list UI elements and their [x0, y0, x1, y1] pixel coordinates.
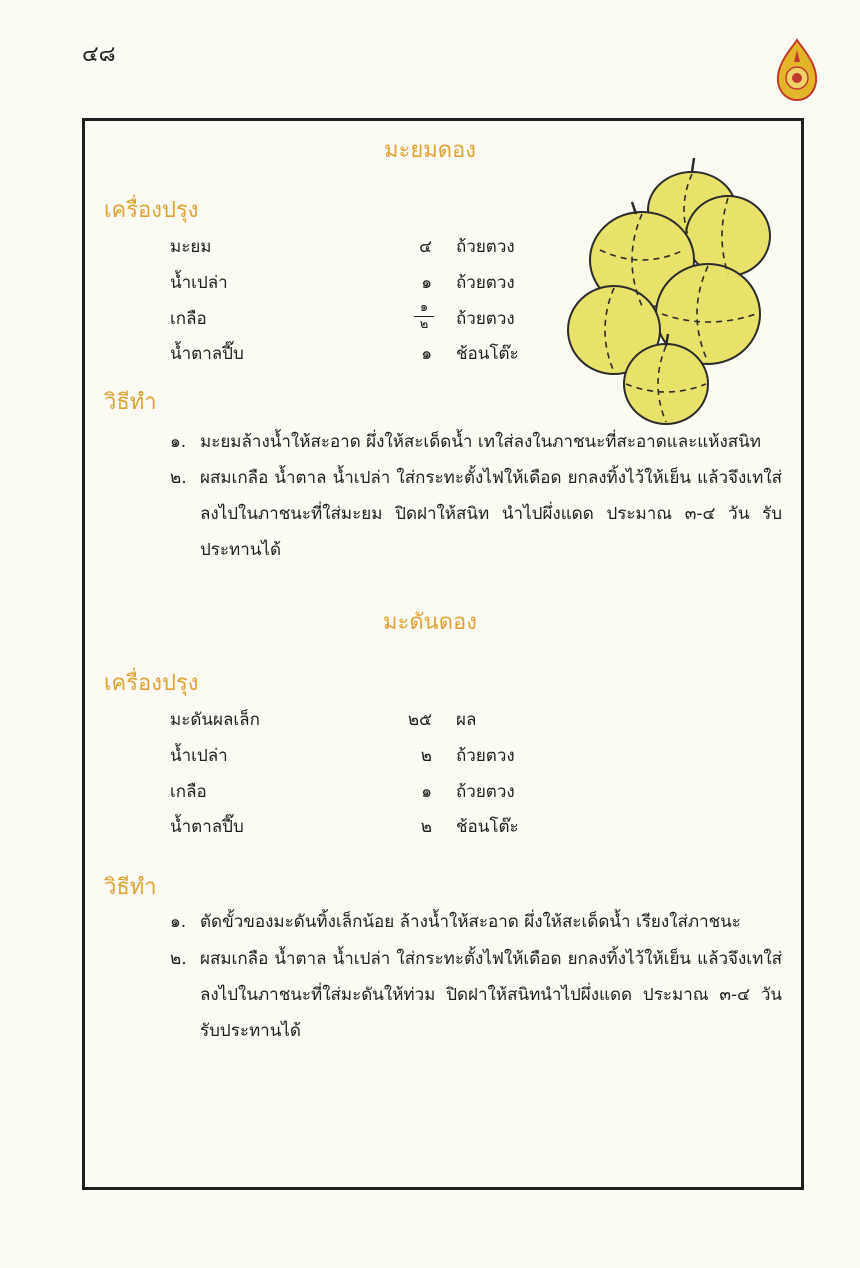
- recipe2-step-text: ผสมเกลือ น้ำตาล น้ำเปล่า ใส่กระทะตั้งไฟให้เดือด ยกลงทิ้งไว้ให้เย็น แล้วจึงเทใส่ลงไปในภาชนะที่ใส่มะดันให้ท่วม ปิดฝาให้สนิทนำไปผึ่งแดด ประมาณ ๓-๔ วัน รับประทานได้: [200, 949, 782, 1041]
- recipe2-ingredient-unit: ถ้วยตวง: [456, 746, 515, 766]
- recipe2-ingredient-qty: ๒: [420, 817, 432, 837]
- star-gooseberry-illustration: [566, 150, 788, 432]
- recipe2-method-heading: วิธีทำ: [104, 875, 157, 900]
- recipe2-ingredient-name: เกลือ: [170, 782, 207, 802]
- recipe2-ingredient-qty: ๒: [420, 746, 432, 766]
- page-number: ๔๘: [82, 42, 116, 67]
- recipe2-ingredient-qty: ๒๕: [407, 710, 432, 730]
- recipe1-ingredient-name: น้ำตาลปี๊บ: [170, 344, 244, 364]
- recipe1-ingredient-unit: ช้อนโต๊ะ: [456, 344, 519, 364]
- fraction-denominator: ๒: [419, 317, 429, 332]
- recipe2-ingredient-unit: ช้อนโต๊ะ: [456, 817, 519, 837]
- recipe1-ingredient-name: มะยม: [170, 237, 212, 257]
- recipe2-step-text: ตัดขั้วของมะดันทิ้งเล็กน้อย ล้างน้ำให้สะอาด ผึ่งให้สะเด็ดน้ำ เรียงใส่ภาชนะ: [200, 912, 741, 932]
- royal-emblem-icon: [774, 38, 820, 102]
- recipe2-ingredient-qty: ๑: [421, 782, 432, 802]
- recipe1-ingredient-qty: ๔: [419, 237, 432, 257]
- recipe1-ingredient-unit: ถ้วยตวง: [456, 309, 515, 329]
- recipe1-step-text: ผสมเกลือ น้ำตาล น้ำเปล่า ใส่กระทะตั้งไฟให้เดือด ยกลงทิ้งไว้ให้เย็น แล้วจึงเทใส่ลงไปในภาชนะที่ใส่มะยม ปิดฝาให้สนิท นำไปผึ่งแดด ประมาณ ๓-๔ วัน รับประทานได้: [200, 468, 782, 560]
- recipe2-ingredient-name: มะดันผลเล็ก: [170, 710, 260, 730]
- recipe1-ingredient-name: เกลือ: [170, 309, 207, 329]
- recipe1-step-text: มะยมล้างน้ำให้สะอาด ผึ่งให้สะเด็ดน้ำ เทใส่ลงในภาชนะที่สะอาดและแห้งสนิท: [200, 432, 761, 452]
- recipe2-ingredient-name: น้ำเปล่า: [170, 746, 228, 766]
- recipe1-step-number: ๑.: [170, 432, 187, 452]
- fraction-numerator: ๑: [419, 300, 429, 315]
- recipe2-ingredient-unit: ถ้วยตวง: [456, 782, 515, 802]
- recipe1-ingredient-qty: ๑: [421, 344, 432, 364]
- recipe1-ingredient-fraction: [414, 302, 434, 331]
- recipe2-ingredients-heading: เครื่องปรุง: [104, 671, 199, 696]
- recipe1-ingredient-unit: ถ้วยตวง: [456, 273, 515, 293]
- recipe1-ingredient-name: น้ำเปล่า: [170, 273, 228, 293]
- recipe1-method-heading: วิธีทำ: [104, 390, 157, 415]
- recipe1-ingredient-qty: ๑: [421, 273, 432, 293]
- recipe2-title: มะดันดอง: [383, 610, 477, 635]
- recipe2-ingredient-unit: ผล: [456, 710, 477, 730]
- recipe1-ingredients-heading: เครื่องปรุง: [104, 198, 199, 223]
- recipe1-ingredient-unit: ถ้วยตวง: [456, 237, 515, 257]
- recipe1-title: มะยมดอง: [384, 138, 476, 163]
- recipe1-step-number: ๒.: [170, 468, 187, 488]
- recipe2-step-number: ๑.: [170, 912, 187, 932]
- recipe2-step-number: ๒.: [170, 949, 187, 969]
- recipe2-ingredient-name: น้ำตาลปี๊บ: [170, 817, 244, 837]
